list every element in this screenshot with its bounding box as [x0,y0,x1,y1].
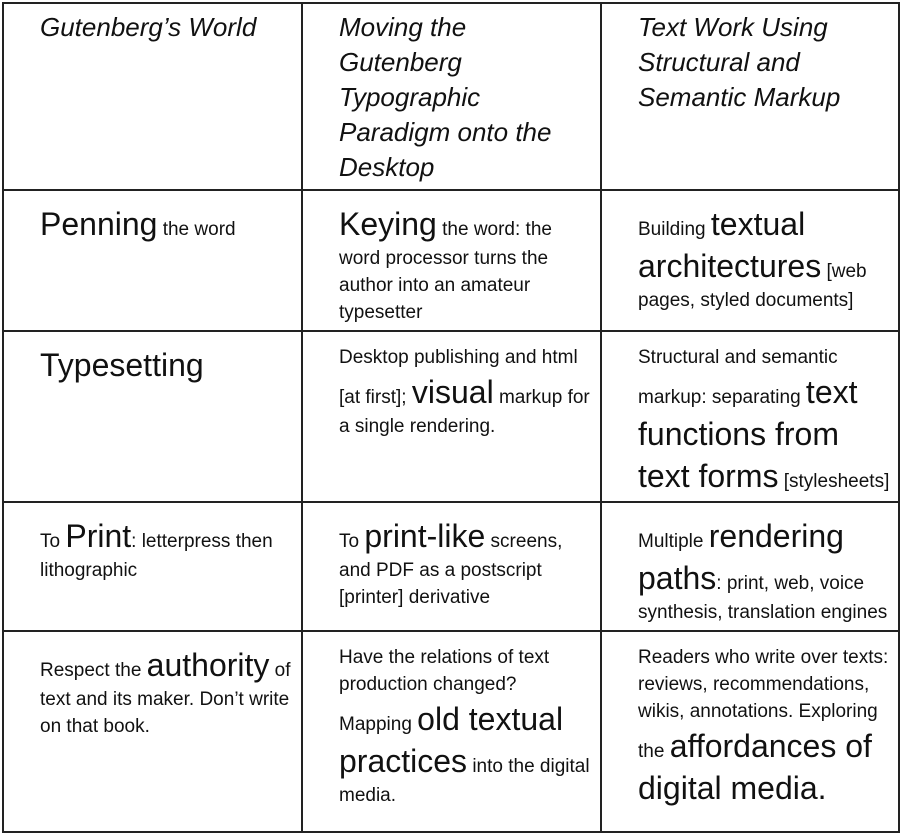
cell-paragraph [638,203,892,314]
table-row [3,502,899,631]
cell-paragraph [638,344,892,497]
cell-paragraph [638,644,892,809]
table-cell [3,502,302,631]
body-text: : print, web, voice synthesis, translation engines [638,573,888,623]
table-cell [601,631,899,832]
emphasis-text: text functions from text forms [638,374,858,494]
body-text: Mapping [339,714,418,735]
emphasis-text: Penning [40,206,158,242]
body-text: of text and its maker. Don’t write on that book. [40,660,291,737]
column-heading-moving-to-desktop: Moving the Gutenberg Typographic Paradigm onto the Desktop [339,12,552,182]
body-text: the word [157,219,236,240]
cell-paragraph [339,203,594,326]
body-text: screens, and PDF as a postscript [printer] derivative [339,531,563,608]
cell-paragraph [638,515,892,626]
emphasis-text: Keying [339,206,437,242]
cell-paragraph [40,203,295,245]
table-cell [601,331,899,502]
table-cell [601,190,899,331]
body-text: Readers who write over texts: reviews, recommendations, wikis, annotations. Exploring the [638,647,889,762]
table-cell [302,190,601,331]
header-row [3,3,899,190]
body-text: Building [638,219,711,240]
cell-paragraph [40,344,295,386]
emphasis-text: old textual practices [339,701,564,779]
body-text: : letterpress then lithographic [40,531,273,581]
emphasis-text: visual [411,374,494,410]
body-text: into the digital media. [339,756,590,806]
table-cell [3,331,302,502]
cell-paragraph [40,644,295,740]
body-text: To [40,531,66,552]
body-text: Desktop publishing and html [at first]; [339,347,578,408]
header-cell-1 [3,3,302,190]
emphasis-text: affordances of digital media. [638,728,872,806]
table-cell [302,331,601,502]
table-row [3,631,899,832]
body-text: Have the relations of text production changed? [339,647,550,695]
cell-paragraph [339,698,594,809]
table-cell [302,502,601,631]
body-text: [stylesheets] [778,471,890,492]
table-cell [3,631,302,832]
emphasis-text: rendering paths [638,518,844,596]
emphasis-text: Print [65,518,132,554]
column-heading-structural-markup: Text Work Using Structural and Semantic Markup [638,12,841,112]
emphasis-text: authority [146,647,270,683]
body-text: [web pages, styled documents] [638,261,867,311]
table-cell [601,502,899,631]
emphasis-text: textual architectures [638,206,822,284]
cell-paragraph [339,344,594,440]
body-text: Multiple [638,531,709,552]
cell-paragraph [40,515,295,584]
body-text: To [339,531,365,552]
table-cell [3,190,302,331]
cell-paragraph [339,515,594,611]
header-cell-3 [601,3,899,190]
comparison-table [2,2,900,833]
table-row [3,190,899,331]
body-text: Structural and semantic markup: separating [638,347,838,408]
emphasis-text: print-like [364,518,486,554]
cell-paragraph [339,644,594,698]
body-text: the word: the word processor turns the author into an amateur typesetter [339,219,552,323]
column-heading-gutenbergs-world: Gutenberg’s World [40,12,257,42]
table-cell [302,631,601,832]
header-cell-2 [302,3,601,190]
table-row [3,331,899,502]
body-text: markup for a single rendering. [339,387,590,437]
emphasis-text: Typesetting [40,347,204,383]
body-text: Respect the [40,660,147,681]
